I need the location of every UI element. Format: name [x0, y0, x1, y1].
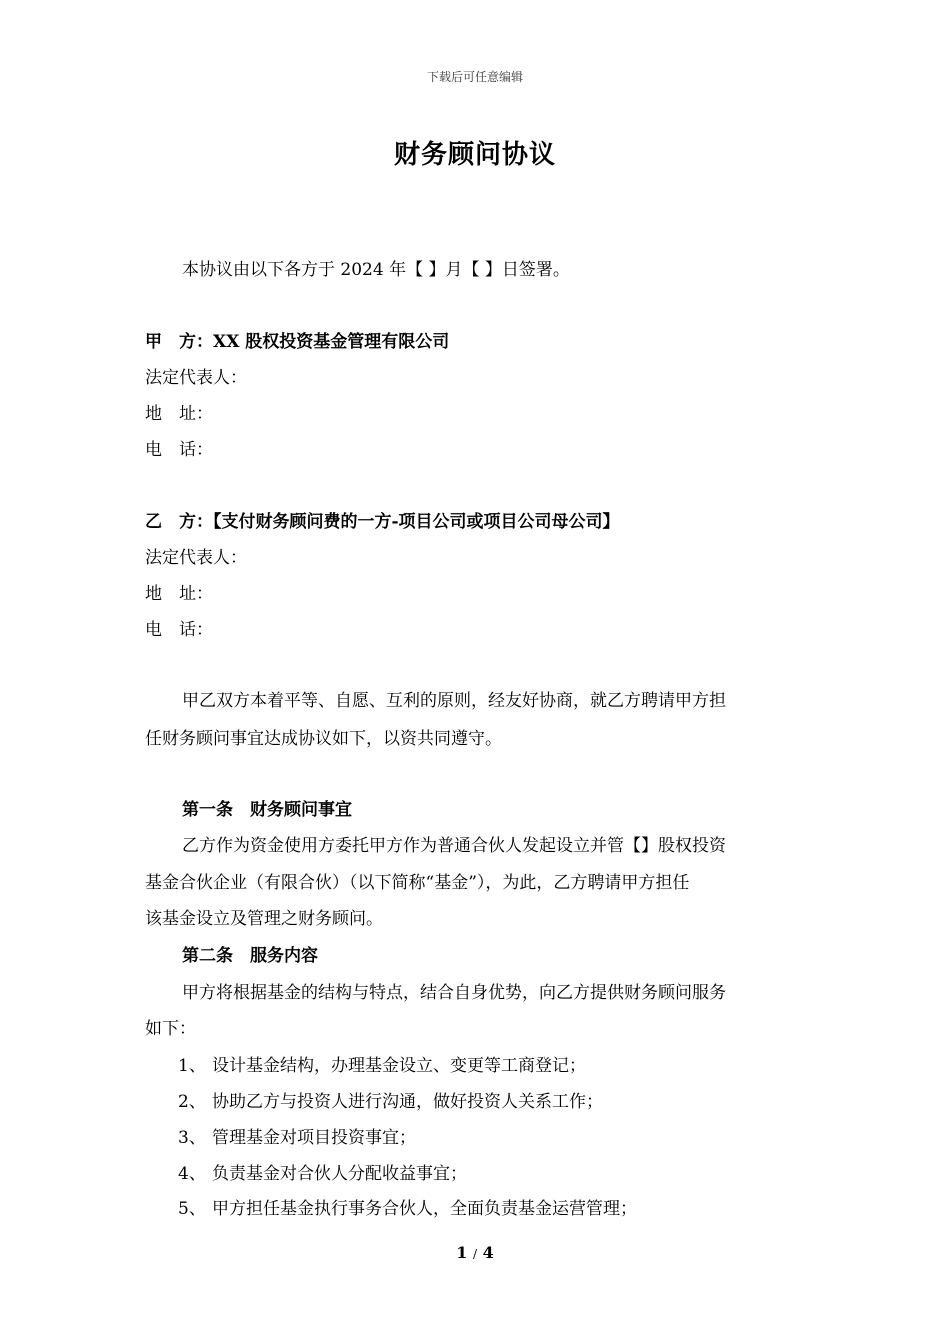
party-a-heading: 甲 方：XX 股权投资基金管理有限公司 — [145, 332, 450, 352]
preamble-line-1: 甲乙双方本着平等、自愿、互利的原则，经友好协商，就乙方聘请甲方担 — [182, 691, 726, 711]
service-item-number: 4、 — [178, 1164, 206, 1184]
article-2-heading: 第二条 服务内容 — [182, 946, 318, 966]
page-current: 1 — [456, 1243, 468, 1262]
intro-line: 本协议由以下各方于 2024 年【 】月【 】日签署。 — [182, 260, 570, 280]
party-b-heading: 乙 方：【支付财务顾问费的一方-项目公司或项目公司母公司】 — [145, 512, 620, 532]
article-1-line-1: 乙方作为资金使用方委托甲方作为普通合伙人发起设立并管【】股权投资 — [182, 836, 726, 856]
party-b-legal-rep: 法定代表人： — [145, 548, 247, 568]
document-title: 财务顾问协议 — [393, 140, 556, 170]
page-total: 4 — [482, 1243, 494, 1262]
article-1-heading: 第一条 财务顾问事宜 — [182, 800, 352, 820]
service-item-number: 3、 — [178, 1128, 206, 1148]
page-number — [0, 1243, 950, 1262]
service-item-text: 设计基金结构，办理基金设立、变更等工商登记； — [212, 1056, 586, 1076]
party-a-phone: 电 话： — [145, 440, 213, 460]
article-2-line-2: 如下： — [145, 1019, 196, 1039]
header-note: 下载后可任意编辑 — [426, 70, 523, 84]
service-item-text: 管理基金对项目投资事宜； — [212, 1128, 416, 1148]
party-b-phone: 电 话： — [145, 620, 213, 640]
party-a-legal-rep: 法定代表人： — [145, 368, 247, 388]
service-item-number: 2、 — [178, 1092, 206, 1112]
service-item-number: 5、 — [178, 1199, 206, 1219]
article-2-line-1: 甲方将根据基金的结构与特点，结合自身优势，向乙方提供财务顾问服务 — [182, 983, 726, 1003]
service-item-text: 负责基金对合伙人分配收益事宜； — [212, 1164, 467, 1184]
preamble-line-2: 任财务顾问事宜达成协议如下，以资共同遵守。 — [145, 729, 502, 749]
article-1-line-3: 该基金设立及管理之财务顾问。 — [145, 909, 383, 929]
service-item-text: 甲方担任基金执行事务合伙人，全面负责基金运营管理； — [212, 1199, 637, 1219]
service-item-text: 协助乙方与投资人进行沟通，做好投资人关系工作； — [212, 1092, 603, 1112]
party-b-address: 地 址： — [145, 584, 213, 604]
party-a-address: 地 址： — [145, 404, 213, 424]
article-1-line-2: 基金合伙企业（有限合伙）（以下简称“基金”），为此，乙方聘请甲方担任 — [145, 873, 690, 893]
page-separator: / — [472, 1247, 478, 1261]
service-item-number: 1、 — [178, 1056, 206, 1076]
